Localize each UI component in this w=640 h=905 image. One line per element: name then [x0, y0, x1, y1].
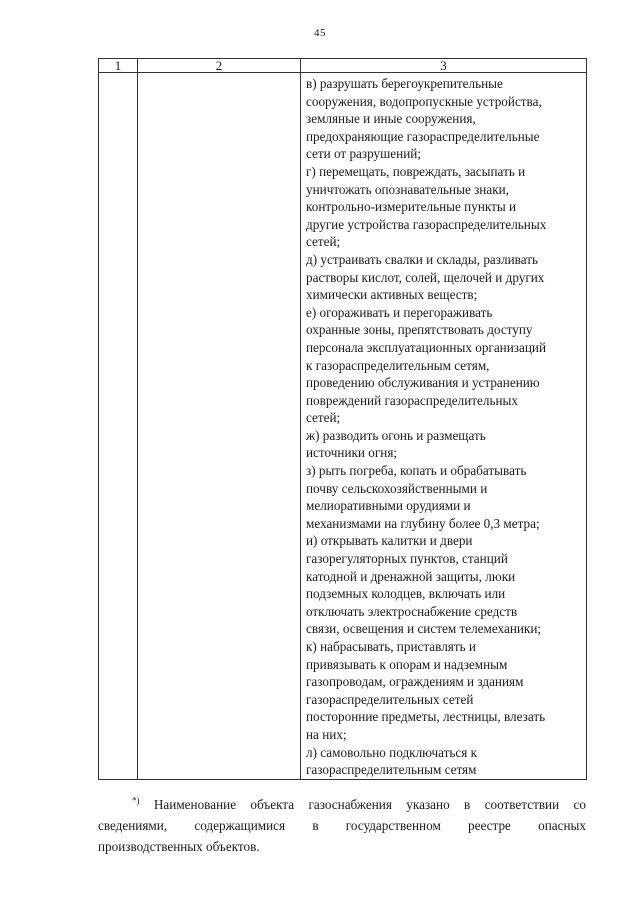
restriction-line: к) набрасывать, приставлять и — [306, 639, 476, 654]
restriction-line: д) устраивать свалки и склады, разливать — [306, 251, 538, 267]
restriction-line: механизмами на глубину более 0,3 метра; — [306, 515, 540, 531]
column-header-2: 2 — [138, 59, 301, 73]
restriction-line: газорегуляторных пунктов, станций — [306, 551, 508, 567]
restriction-line: охранные зоны, препятствовать доступу — [306, 322, 533, 338]
restriction-line: почву сельскохозяйственными и — [306, 480, 488, 496]
restriction-line: в) разрушать берегоукрепительные — [306, 76, 503, 91]
footnote-line-1 — [98, 794, 586, 815]
restriction-line: предохраняющие газораспределительные — [306, 128, 540, 144]
footnote-line-2: сведениями, содержащимися в государственном реестре опасных — [98, 818, 586, 833]
restriction-line: связи, освещения и систем телемеханики; — [306, 621, 542, 637]
restriction-line: е) огораживать и перегораживать — [306, 304, 493, 320]
restriction-line: г) перемещать, повреждать, засыпать и — [306, 163, 526, 179]
restriction-line: сети от разрушений; — [306, 146, 421, 162]
restriction-line: привязывать к опорам и надземным — [306, 656, 508, 672]
restriction-line: к газораспределительным сетям, — [306, 357, 490, 373]
restriction-line: другие устройства газораспределительных — [306, 216, 547, 232]
restriction-line: повреждений газораспределительных — [306, 392, 519, 408]
restriction-line: газопроводам, ограждениям и зданиям — [306, 674, 524, 690]
restriction-line: подземных колодцев, включать или — [306, 586, 506, 602]
column-header-1: 1 — [99, 59, 138, 73]
cell-col1 — [99, 73, 138, 780]
restriction-line: контрольно-измерительные пункты и — [306, 199, 517, 215]
restriction-line: на них; — [306, 726, 347, 742]
page-number: 45 — [314, 27, 326, 39]
restriction-line: источники огня; — [306, 445, 398, 461]
restriction-line: уничтожать опознавательные знаки, — [306, 181, 509, 197]
restriction-line: газораспределительным сетям — [306, 762, 477, 778]
restriction-line: сетей; — [306, 410, 341, 426]
column-header-3: 3 — [301, 59, 587, 73]
footnote — [98, 794, 586, 857]
restriction-line: газораспределительных сетей — [306, 691, 474, 707]
restriction-line: отключать электроснабжение средств — [306, 603, 518, 619]
restriction-line: растворы кислот, солей, щелочей и других — [306, 269, 545, 285]
restriction-line: сооружения, водопропускные устройства, — [306, 93, 542, 109]
footnote-line-3: производственных объектов. — [98, 839, 260, 854]
restriction-line: посторонние предметы, лестницы, влезать — [306, 709, 546, 725]
restriction-line: сетей; — [306, 234, 341, 250]
restriction-line: мелиоративными орудиями и — [306, 498, 471, 514]
restriction-line: химически активных веществ; — [306, 287, 478, 303]
restriction-line: з) рыть погреба, копать и обрабатывать — [306, 463, 527, 479]
restriction-line: земляные и иные сооружения, — [306, 111, 476, 127]
cell-col2 — [138, 73, 301, 780]
restriction-line: проведению обслуживания и устранению — [306, 375, 540, 391]
restriction-line: ж) разводить огонь и размещать — [306, 427, 486, 443]
restriction-line: и) открывать калитки и двери — [306, 533, 473, 549]
footnote-text-1: Наименование объекта газоснабжения указано в соответствии со — [153, 797, 586, 812]
table-row — [99, 73, 587, 780]
restrictions-list — [306, 75, 586, 779]
restrictions-table — [98, 58, 587, 780]
cell-col3 — [301, 73, 587, 780]
restriction-line: персонала эксплуатационных организаций — [306, 339, 547, 355]
restriction-line: катодной и дренажной защиты, люки — [306, 568, 516, 584]
footnote-marker: *) — [132, 795, 140, 806]
restriction-line: л) самовольно подключаться к — [306, 744, 478, 760]
table-header-row — [99, 59, 587, 73]
